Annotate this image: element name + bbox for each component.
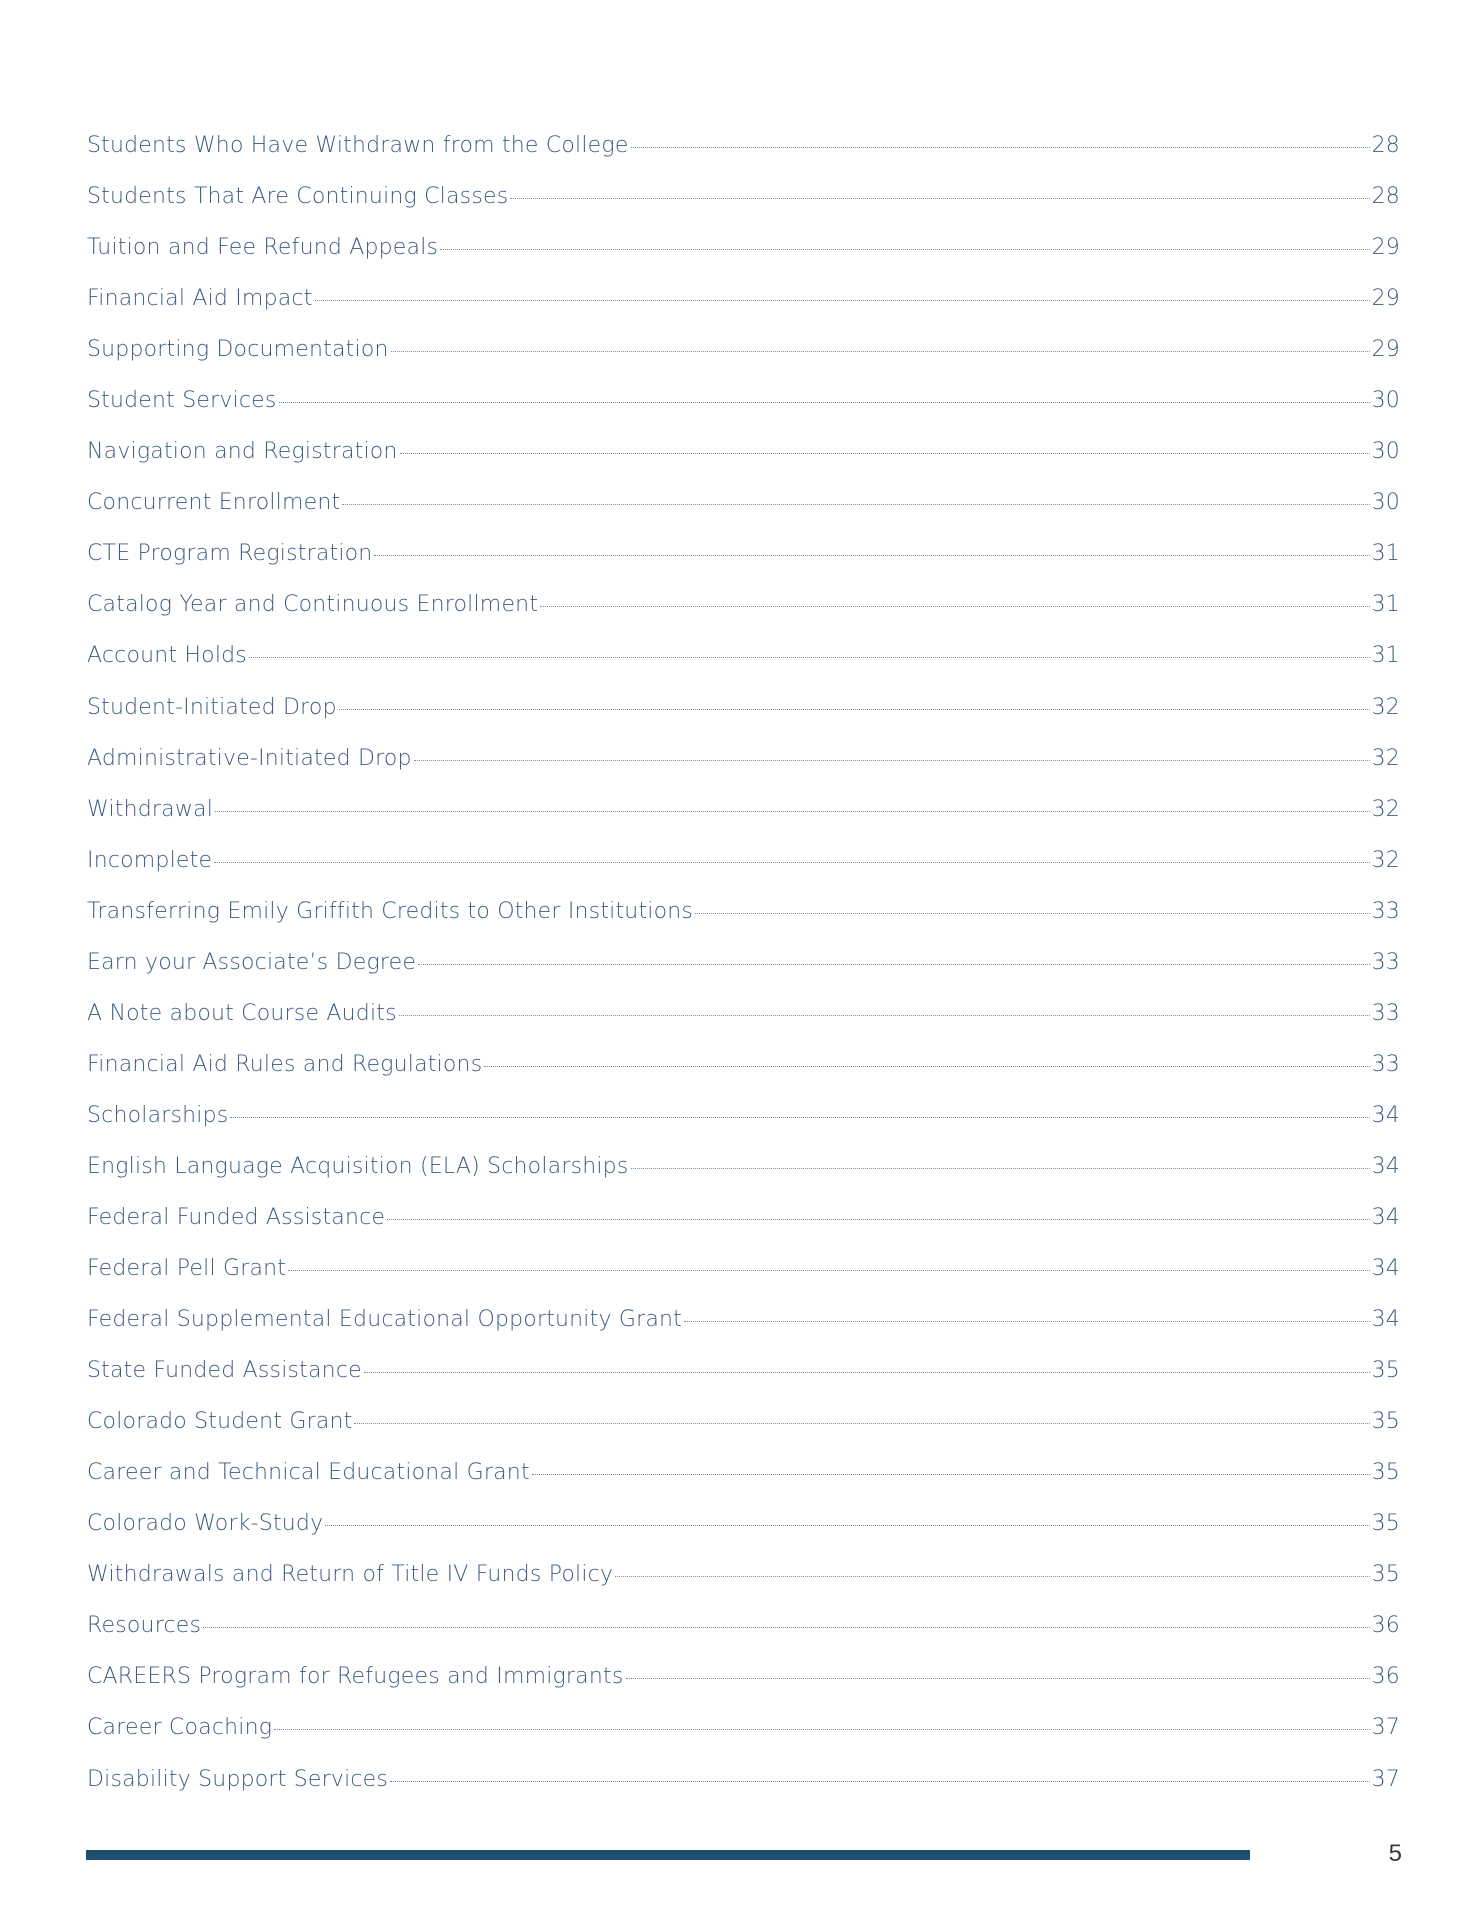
toc-entry-page: 37 xyxy=(1371,1715,1400,1741)
toc-entry[interactable] xyxy=(87,848,1400,899)
toc-entry-title: Federal Funded Assistance xyxy=(87,1204,386,1230)
toc-entry[interactable] xyxy=(87,1001,1400,1052)
toc-entry-title: Catalog Year and Continuous Enrollment xyxy=(87,592,539,618)
toc-entry[interactable] xyxy=(87,950,1400,1001)
toc-entry-title: Administrative-Initiated Drop xyxy=(87,745,412,771)
toc-entry-page: 35 xyxy=(1371,1409,1400,1435)
toc-entry-title: Disability Support Services xyxy=(87,1766,389,1792)
dot-leader xyxy=(626,1678,1370,1679)
dot-leader xyxy=(249,657,1370,658)
toc-entry[interactable] xyxy=(87,1511,1400,1562)
toc-entry-title: Resources xyxy=(87,1613,202,1639)
toc-entry[interactable] xyxy=(87,1256,1400,1307)
toc-entry-page: 34 xyxy=(1371,1204,1400,1230)
footer-bar xyxy=(86,1850,1250,1860)
dot-leader xyxy=(325,1525,1369,1526)
dot-leader xyxy=(374,555,1369,556)
dot-leader xyxy=(414,760,1370,761)
toc-entry-title: English Language Acquisition (ELA) Scholarships xyxy=(87,1153,629,1179)
toc-entry-title: Students That Are Continuing Classes xyxy=(87,184,509,210)
toc-entry[interactable] xyxy=(87,1562,1400,1613)
toc-entry-title: Federal Pell Grant xyxy=(87,1256,287,1282)
dot-leader xyxy=(387,1219,1369,1220)
toc-entry-title: CAREERS Program for Refugees and Immigrants xyxy=(87,1664,624,1690)
toc-entry-title: State Funded Assistance xyxy=(87,1358,362,1384)
toc-entry[interactable] xyxy=(87,133,1400,184)
toc-entry-title: Career and Technical Educational Grant xyxy=(87,1460,530,1486)
dot-leader xyxy=(484,1066,1369,1067)
toc-entry[interactable] xyxy=(87,695,1400,746)
toc-entry[interactable] xyxy=(87,439,1400,490)
dot-leader xyxy=(342,504,1369,505)
toc-entry-title: Colorado Student Grant xyxy=(87,1409,353,1435)
toc-entry-title: Tuition and Fee Refund Appeals xyxy=(87,235,439,261)
toc-entry-title: Supporting Documentation xyxy=(87,337,389,363)
toc-entry-title: Account Holds xyxy=(87,643,247,669)
toc-entry-title: Students Who Have Withdrawn from the College xyxy=(87,133,629,158)
dot-leader xyxy=(631,147,1370,148)
toc-entry-title: Student Services xyxy=(87,388,277,414)
toc-entry-title: Earn your Associate’s Degree xyxy=(87,949,417,975)
toc-entry[interactable] xyxy=(87,184,1400,235)
dot-leader xyxy=(440,249,1369,250)
dot-leader xyxy=(684,1321,1370,1322)
toc-entry[interactable] xyxy=(87,286,1400,337)
toc-entry-title: Financial Aid Rules and Regulations xyxy=(87,1051,483,1077)
toc-entry[interactable] xyxy=(87,1358,1400,1409)
toc-entry-title: CTE Program Registration xyxy=(87,541,373,567)
toc-entry[interactable] xyxy=(87,1154,1400,1205)
dot-leader xyxy=(540,606,1369,607)
toc-entry-page: 32 xyxy=(1371,745,1400,771)
dot-leader xyxy=(339,709,1370,710)
toc-entry-title: Colorado Work-Study xyxy=(87,1511,324,1537)
toc-entry-page: 34 xyxy=(1371,1307,1400,1333)
toc-entry[interactable] xyxy=(87,337,1400,388)
dot-leader xyxy=(279,402,1370,403)
toc-entry-title: Financial Aid Impact xyxy=(87,286,313,312)
dot-leader xyxy=(631,1168,1370,1169)
toc-entry-page: 35 xyxy=(1371,1460,1400,1486)
dot-leader xyxy=(214,862,1369,863)
toc-entry-page: 31 xyxy=(1371,643,1400,669)
toc-entry-page: 28 xyxy=(1371,133,1400,158)
toc-entry-title: Career Coaching xyxy=(87,1715,273,1741)
toc-entry-page: 31 xyxy=(1371,592,1400,618)
toc-entry-title: Federal Supplemental Educational Opportunity Grant xyxy=(87,1307,682,1333)
toc-entry-title: Transferring Emily Griffith Credits to Other Institutions xyxy=(87,898,694,924)
toc-entry-page: 31 xyxy=(1371,541,1400,567)
dot-leader xyxy=(510,198,1369,199)
toc-entry-title: Concurrent Enrollment xyxy=(87,490,341,516)
toc-entry-page: 34 xyxy=(1371,1256,1400,1282)
toc-entry[interactable] xyxy=(87,490,1400,541)
dot-leader xyxy=(230,1117,1369,1118)
dot-leader xyxy=(288,1270,1369,1271)
toc-entry[interactable] xyxy=(87,1664,1400,1715)
dot-leader xyxy=(532,1474,1370,1475)
toc-entry-page: 29 xyxy=(1371,235,1400,261)
toc-entry-title: Incomplete xyxy=(87,847,213,873)
toc-entry-page: 33 xyxy=(1371,1051,1400,1077)
dot-leader xyxy=(400,453,1370,454)
toc-entry[interactable] xyxy=(87,1715,1400,1766)
page-number: 5 xyxy=(1388,1840,1402,1867)
dot-leader xyxy=(418,964,1370,965)
toc-entry-page: 37 xyxy=(1371,1766,1400,1792)
toc-entry-page: 30 xyxy=(1371,388,1400,414)
toc-entry-title: A Note about Course Audits xyxy=(87,1000,397,1026)
toc-entry[interactable] xyxy=(87,1767,1400,1818)
toc-entry[interactable] xyxy=(87,746,1400,797)
toc-entry-title: Withdrawal xyxy=(87,796,214,822)
toc-entry-page: 32 xyxy=(1371,796,1400,822)
toc-entry-page: 29 xyxy=(1371,337,1400,363)
toc-entry-page: 35 xyxy=(1371,1358,1400,1384)
toc-entry-page: 35 xyxy=(1371,1511,1400,1537)
dot-leader xyxy=(390,1781,1370,1782)
toc-entry-page: 32 xyxy=(1371,847,1400,873)
toc-entry-page: 30 xyxy=(1371,490,1400,516)
toc-entry-page: 36 xyxy=(1371,1613,1400,1639)
toc-entry[interactable] xyxy=(87,1409,1400,1460)
toc-entry[interactable] xyxy=(87,1103,1400,1154)
toc-entry[interactable] xyxy=(87,541,1400,592)
dot-leader xyxy=(695,913,1370,914)
toc-entry-page: 29 xyxy=(1371,286,1400,312)
dot-leader xyxy=(364,1372,1370,1373)
toc-entry-page: 32 xyxy=(1371,694,1400,720)
toc-entry[interactable] xyxy=(87,1613,1400,1664)
toc-entry[interactable] xyxy=(87,1460,1400,1511)
toc-entry[interactable] xyxy=(87,643,1400,694)
dot-leader xyxy=(274,1729,1369,1730)
toc-entry-page: 33 xyxy=(1371,1000,1400,1026)
dot-leader xyxy=(399,1015,1370,1016)
dot-leader xyxy=(315,300,1370,301)
table-of-contents xyxy=(87,133,1400,1818)
toc-entry[interactable] xyxy=(87,1052,1400,1103)
toc-entry-page: 34 xyxy=(1371,1102,1400,1128)
dot-leader xyxy=(391,351,1370,352)
toc-entry-page: 36 xyxy=(1371,1664,1400,1690)
toc-entry[interactable] xyxy=(87,235,1400,286)
toc-entry[interactable] xyxy=(87,899,1400,950)
toc-entry-title: Navigation and Registration xyxy=(87,439,398,465)
toc-entry[interactable] xyxy=(87,797,1400,848)
toc-entry-page: 28 xyxy=(1371,184,1400,210)
toc-entry[interactable] xyxy=(87,592,1400,643)
dot-leader xyxy=(215,811,1370,812)
toc-entry-page: 33 xyxy=(1371,898,1400,924)
toc-entry-title: Scholarships xyxy=(87,1102,229,1128)
toc-entry-page: 35 xyxy=(1371,1562,1400,1588)
toc-entry-title: Withdrawals and Return of Title IV Funds Policy xyxy=(87,1562,614,1588)
toc-entry-page: 33 xyxy=(1371,949,1400,975)
toc-entry[interactable] xyxy=(87,388,1400,439)
toc-entry[interactable] xyxy=(87,1307,1400,1358)
toc-entry-page: 34 xyxy=(1371,1153,1400,1179)
dot-leader xyxy=(203,1627,1369,1628)
toc-entry-title: Student-Initiated Drop xyxy=(87,694,337,720)
toc-entry-page: 30 xyxy=(1371,439,1400,465)
toc-entry[interactable] xyxy=(87,1205,1400,1256)
dot-leader xyxy=(354,1423,1369,1424)
dot-leader xyxy=(615,1576,1369,1577)
